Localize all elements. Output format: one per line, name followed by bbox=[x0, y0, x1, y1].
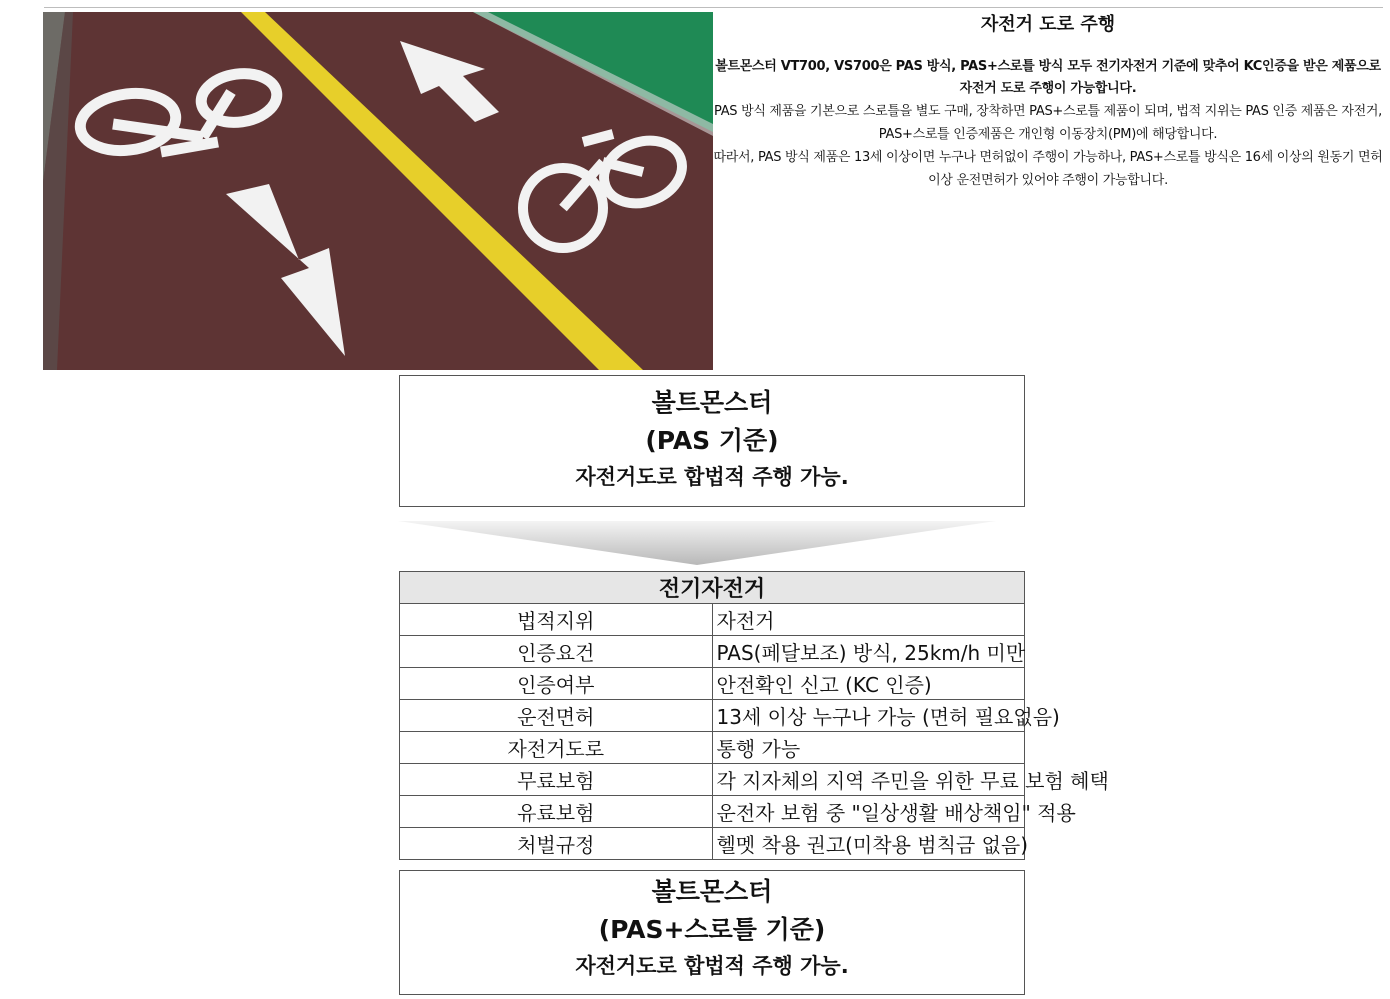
row-value: PAS(페달보조) 방식, 25km/h 미만 bbox=[712, 636, 1025, 668]
intro-section bbox=[713, 12, 1383, 192]
top-divider bbox=[44, 7, 1383, 8]
box-note: 자전거도로 합법적 주행 가능. bbox=[575, 465, 849, 489]
table-row bbox=[400, 604, 1025, 636]
table-row bbox=[400, 764, 1025, 796]
row-value: 자전거 bbox=[712, 604, 1025, 636]
row-value: 각 지자체의 지역 주민을 위한 무료 보험 혜택 bbox=[712, 764, 1025, 796]
intro-body-line: 따라서, PAS 방식 제품은 13세 이상이면 누구나 면허없이 주행이 가능하나, PAS+스로틀 방식은 16세 이상의 원동기 면허 이상 운전면허가 있어야 주행이 가능합니다. bbox=[713, 150, 1383, 188]
intro-body-line: PAS 방식 제품을 기본으로 스로틀을 별도 구매, 장착하면 PAS+스로틀 제품이 되며, 법적 지위는 PAS 인증 제품은 자전거, PAS+스로틀 인증제품은 개인형 이동장치(PM)에 해당합니다. bbox=[713, 104, 1382, 142]
row-value: 헬멧 착용 권고(미착용 범칙금 없음) bbox=[712, 828, 1025, 860]
row-label: 운전면허 bbox=[400, 700, 713, 732]
row-label: 무료보험 bbox=[400, 764, 713, 796]
box-subtitle: (PAS 기준) bbox=[645, 426, 779, 455]
row-label: 인증요건 bbox=[400, 636, 713, 668]
table-row bbox=[400, 796, 1025, 828]
row-value: 운전자 보험 중 "일상생활 배상책임" 적용 bbox=[712, 796, 1025, 828]
row-label: 인증여부 bbox=[400, 668, 713, 700]
pas-throttle-standard-box bbox=[399, 870, 1025, 995]
row-label: 법적지위 bbox=[400, 604, 713, 636]
row-value: 통행 가능 bbox=[712, 732, 1025, 764]
intro-title: 자전거 도로 주행 bbox=[980, 14, 1116, 35]
box-note: 자전거도로 합법적 주행 가능. bbox=[575, 954, 849, 978]
row-label: 처벌규정 bbox=[400, 828, 713, 860]
row-value: 안전확인 신고 (KC 인증) bbox=[712, 668, 1025, 700]
chevron-down-icon bbox=[398, 519, 996, 565]
box-title: 볼트몬스터 bbox=[651, 877, 773, 906]
table-header: 전기자전거 bbox=[400, 572, 1025, 604]
box-subtitle: (PAS+스로틀 기준) bbox=[598, 915, 826, 944]
row-label: 자전거도로 bbox=[400, 732, 713, 764]
pas-standard-box bbox=[399, 375, 1025, 507]
box-title: 볼트몬스터 bbox=[651, 388, 773, 417]
row-value: 13세 이상 누구나 가능 (면허 필요없음) bbox=[712, 700, 1025, 732]
bike-lane-photo bbox=[43, 12, 713, 370]
table-row bbox=[400, 668, 1025, 700]
e-bike-spec-table bbox=[399, 571, 1109, 860]
table-row bbox=[400, 828, 1025, 860]
row-label: 유료보험 bbox=[400, 796, 713, 828]
table-row bbox=[400, 636, 1025, 668]
intro-lead-text: 볼트몬스터 VT700, VS700은 PAS 방식, PAS+스로틀 방식 모두 전기자전거 기준에 맞추어 KC인증을 받은 제품으로 자전거 도로 주행이 가능합니다. bbox=[715, 59, 1381, 96]
table-row bbox=[400, 732, 1025, 764]
table-row bbox=[400, 700, 1025, 732]
